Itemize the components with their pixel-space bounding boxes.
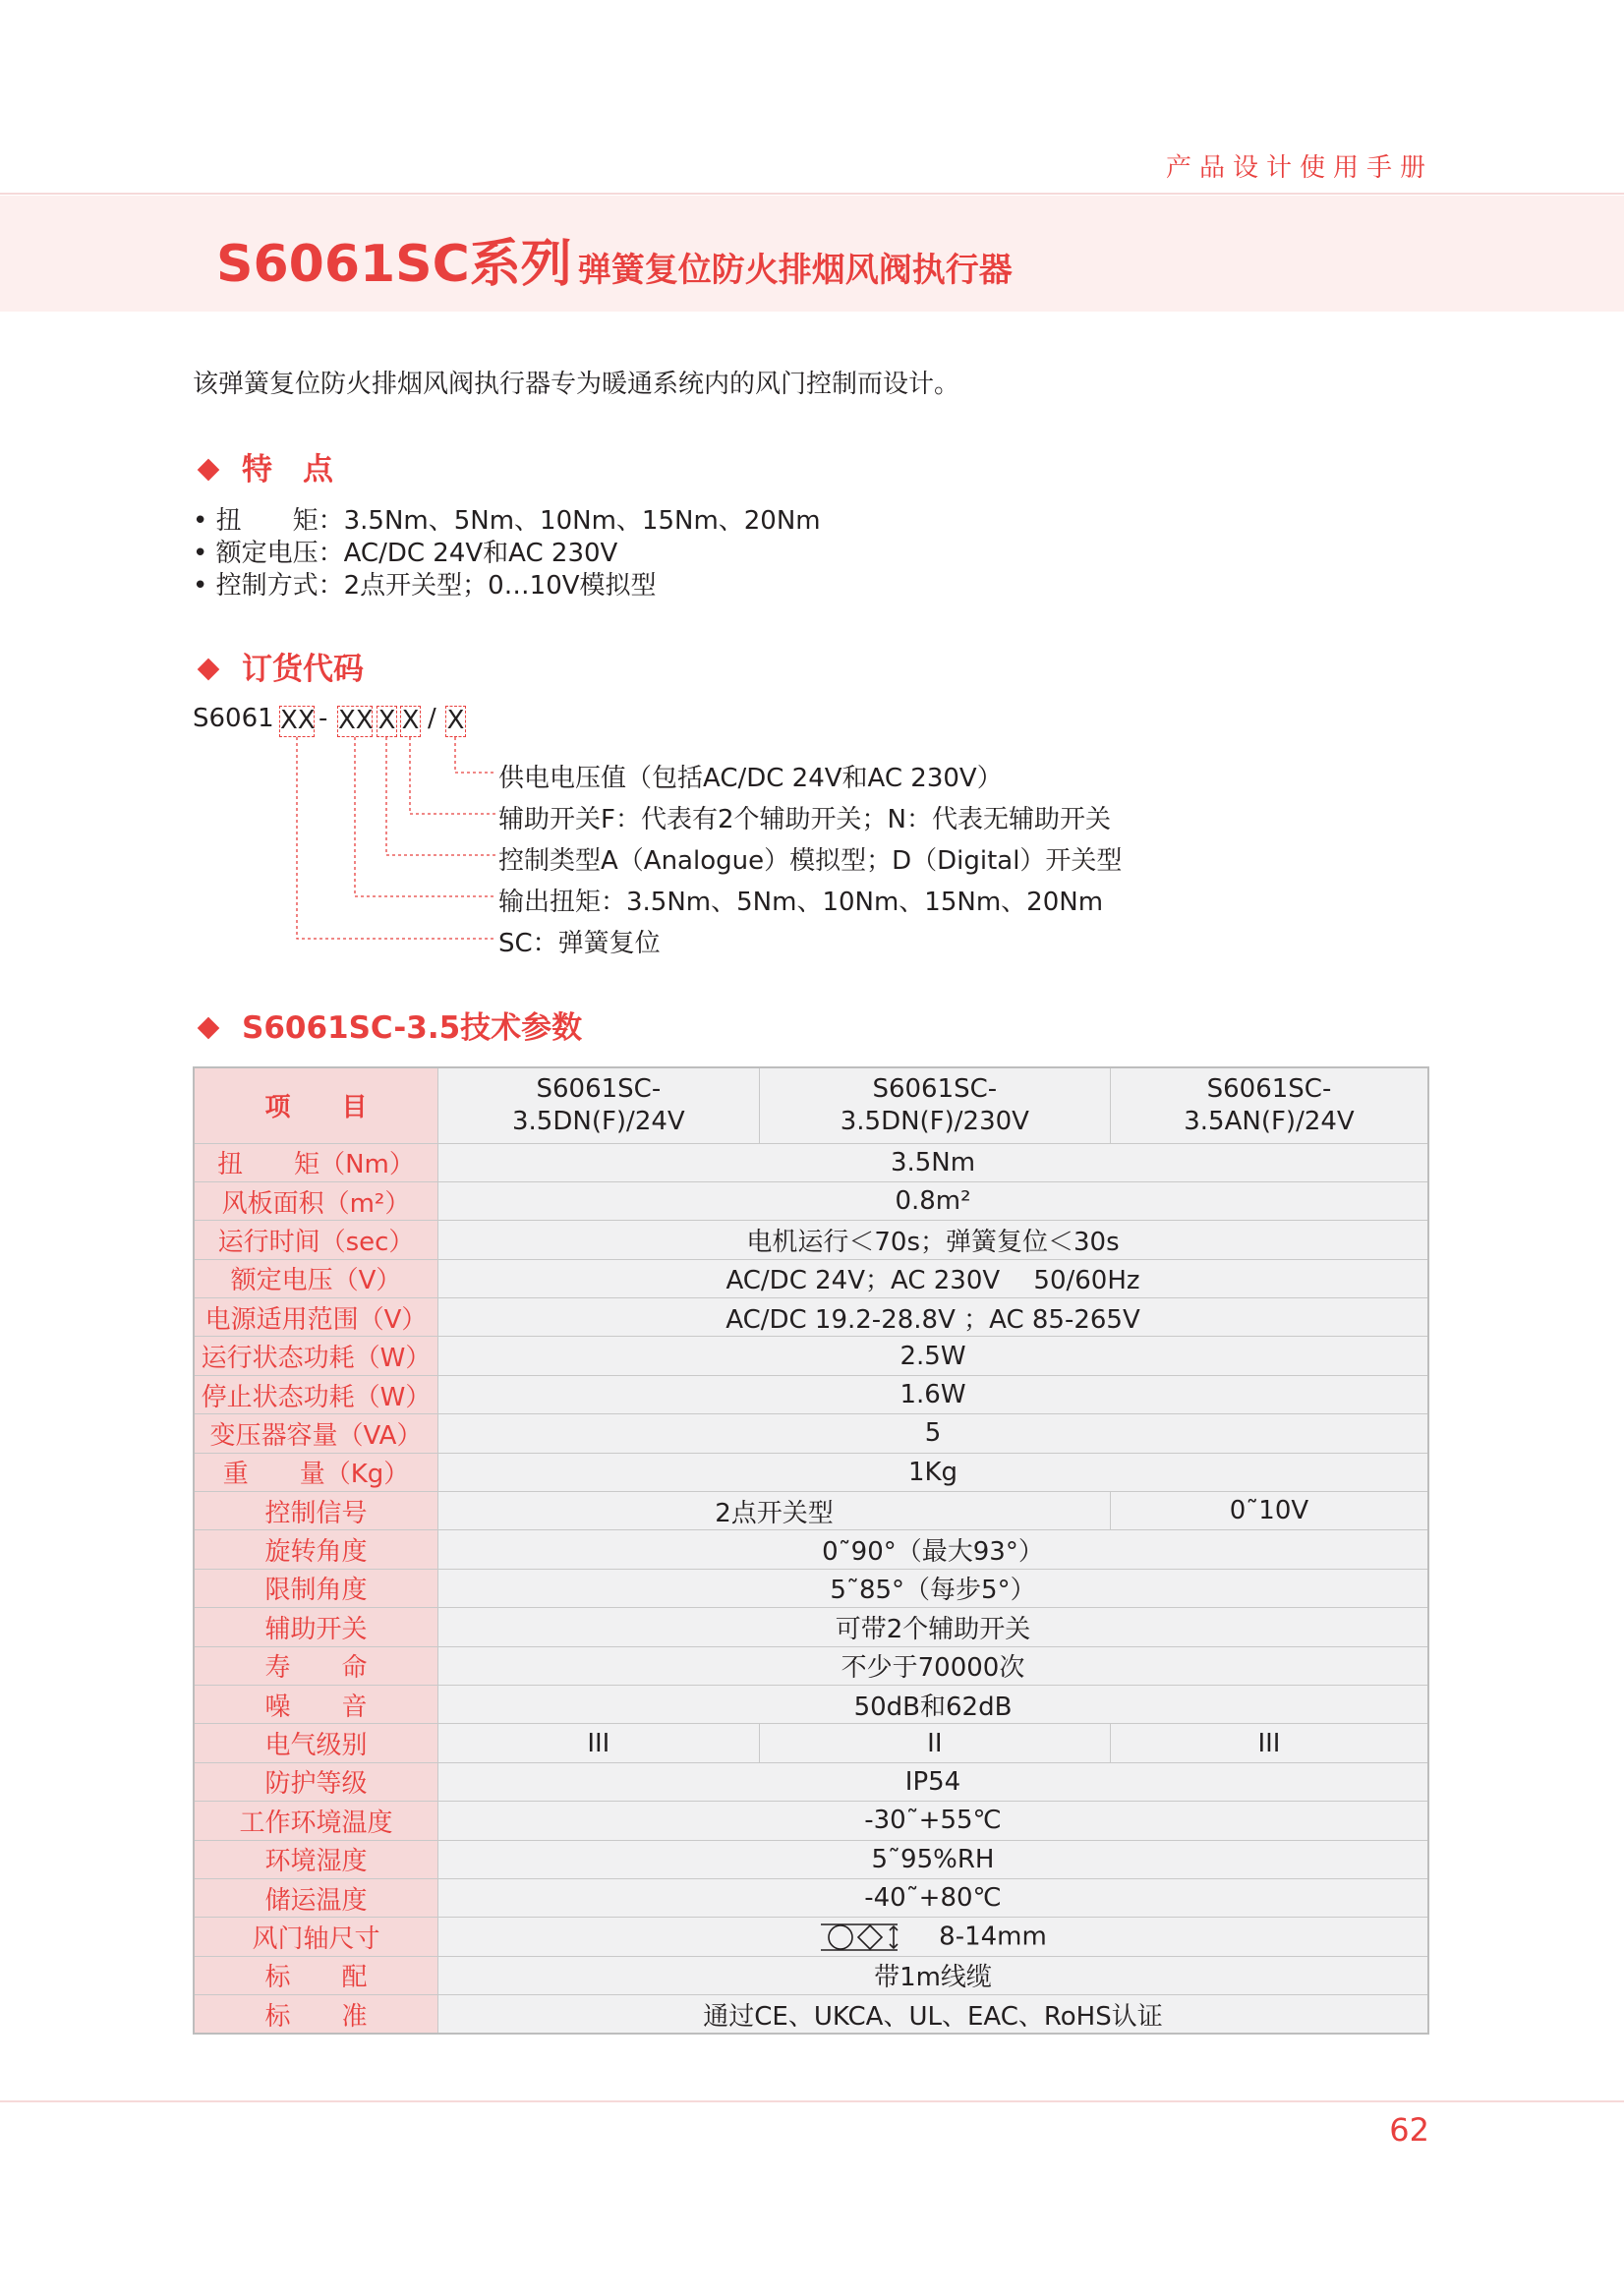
model-header-cell — [1110, 1067, 1428, 1143]
row-value: AC/DC 24V；AC 230V 50/60Hz — [438, 1259, 1429, 1297]
row-value: III — [438, 1724, 760, 1762]
diamond-bullet-icon — [198, 1016, 220, 1039]
shaft-size-text: 8-14mm — [939, 1922, 1047, 1951]
table-row — [194, 1762, 1428, 1801]
row-label: 停止状态功耗（W） — [194, 1375, 438, 1413]
row-label: 扭 矩（Nm） — [194, 1143, 438, 1181]
features-heading-text: 特 点 — [242, 452, 333, 488]
spec-table — [193, 1066, 1429, 2035]
row-value: 通过CE、UKCA、UL、EAC、RoHS认证 — [438, 1995, 1429, 2035]
row-value: 2点开关型 — [438, 1492, 1111, 1530]
row-label: 噪 音 — [194, 1685, 438, 1723]
model-header-cell — [438, 1067, 760, 1143]
row-value: 1Kg — [438, 1453, 1429, 1491]
row-value: 可带2个辅助开关 — [438, 1608, 1429, 1646]
row-value: -40˜+80℃ — [438, 1878, 1429, 1917]
row-label: 寿 命 — [194, 1646, 438, 1685]
row-label: 旋转角度 — [194, 1530, 438, 1569]
table-row — [194, 1918, 1428, 1956]
row-value: AC/DC 19.2-28.8V ；AC 85-265V — [438, 1298, 1429, 1337]
page-number: 62 — [1389, 2111, 1429, 2149]
shaft-shape-icon — [819, 1922, 901, 1953]
row-value: 50dB和62dB — [438, 1685, 1429, 1723]
order-legend-aux-switch: 辅助开关F：代表有2个辅助开关；N：代表无辅助开关 — [498, 805, 1111, 834]
row-label: 限制角度 — [194, 1569, 438, 1607]
row-value: 1.6W — [438, 1375, 1429, 1413]
model-header-cell — [759, 1067, 1110, 1143]
table-row — [194, 1802, 1428, 1840]
row-value: 不少于70000次 — [438, 1646, 1429, 1685]
table-row — [194, 1337, 1428, 1375]
row-value: IP54 — [438, 1762, 1429, 1801]
table-row — [194, 1685, 1428, 1723]
order-code-box-torque: XX — [338, 706, 374, 735]
row-value: 带1m线缆 — [438, 1956, 1429, 1994]
row-label: 运行时间（sec） — [194, 1221, 438, 1259]
row-value: 5 — [438, 1414, 1429, 1453]
row-value-shaft — [438, 1918, 1429, 1956]
model-line: 3.5DN(F)/230V — [840, 1106, 1029, 1136]
table-row — [194, 1375, 1428, 1413]
row-value: 0˜90°（最大93°） — [438, 1530, 1429, 1569]
order-code-prefix: S6061 — [193, 704, 274, 733]
order-code-connectors — [0, 0, 1624, 983]
row-label: 重 量（Kg） — [194, 1453, 438, 1491]
table-row — [194, 1143, 1428, 1181]
row-label: 额定电压（V） — [194, 1259, 438, 1297]
table-row — [194, 1724, 1428, 1762]
table-header-row — [194, 1067, 1428, 1143]
row-label: 电气级别 — [194, 1724, 438, 1762]
table-row — [194, 1221, 1428, 1259]
row-label: 辅助开关 — [194, 1608, 438, 1646]
feature-item: • 控制方式：2点开关型；0…10V模拟型 — [193, 571, 657, 601]
row-value: 5˜95%RH — [438, 1840, 1429, 1878]
row-value: 0.8m² — [438, 1181, 1429, 1220]
row-value: 0˜10V — [1110, 1492, 1428, 1530]
order-legend-torque: 输出扭矩：3.5Nm、5Nm、10Nm、15Nm、20Nm — [498, 888, 1104, 917]
model-line: S6061SC- — [536, 1073, 662, 1104]
item-header-cell: 项 目 — [194, 1067, 438, 1143]
row-label: 防护等级 — [194, 1762, 438, 1801]
table-row — [194, 1840, 1428, 1878]
order-legend-voltage: 供电电压值（包括AC/DC 24V和AC 230V） — [498, 764, 1003, 793]
row-label: 标 准 — [194, 1995, 438, 2035]
row-label: 风门轴尺寸 — [194, 1918, 438, 1956]
order-code-dash: - — [319, 704, 328, 733]
row-value: II — [759, 1724, 1110, 1762]
table-row — [194, 1995, 1428, 2035]
table-row — [194, 1608, 1428, 1646]
table-row — [194, 1492, 1428, 1530]
row-value: 电机运行＜70s；弹簧复位＜30s — [438, 1221, 1429, 1259]
table-row — [194, 1414, 1428, 1453]
row-label: 工作环境温度 — [194, 1802, 438, 1840]
title-model: S6061SC系列 — [216, 235, 572, 294]
row-label: 风板面积（m²） — [194, 1181, 438, 1220]
order-code-box-voltage: X — [446, 706, 465, 735]
row-value: III — [1110, 1724, 1428, 1762]
spec-heading-text: S6061SC-3.5技术参数 — [242, 1010, 583, 1046]
spec-heading — [197, 1003, 582, 1047]
order-code-heading-text: 订货代码 — [242, 652, 364, 687]
table-row — [194, 1646, 1428, 1685]
feature-item: • 额定电压：AC/DC 24V和AC 230V — [193, 539, 618, 568]
feature-item: • 扭 矩：3.5Nm、5Nm、10Nm、15Nm、20Nm — [193, 506, 821, 536]
model-line: 3.5AN(F)/24V — [1184, 1106, 1355, 1136]
footer-divider — [0, 2100, 1624, 2102]
row-value: 3.5Nm — [438, 1143, 1429, 1181]
row-label: 电源适用范围（V） — [194, 1298, 438, 1337]
table-row — [194, 1530, 1428, 1569]
row-value: 5˜85°（每步5°） — [438, 1569, 1429, 1607]
model-line: S6061SC- — [872, 1073, 998, 1104]
table-row — [194, 1259, 1428, 1297]
row-value: -30˜+55℃ — [438, 1802, 1429, 1840]
table-row — [194, 1878, 1428, 1917]
manual-brand: 产品设计使用手册 — [1165, 153, 1433, 183]
table-row — [194, 1298, 1428, 1337]
order-code-box-torque-type: XX — [280, 706, 316, 735]
model-line: S6061SC- — [1206, 1073, 1332, 1104]
table-row — [194, 1569, 1428, 1607]
table-row — [194, 1956, 1428, 1994]
title-desc: 弹簧复位防火排烟风阀执行器 — [577, 251, 1013, 290]
row-label: 标 配 — [194, 1956, 438, 1994]
row-label: 运行状态功耗（W） — [194, 1337, 438, 1375]
order-code-box-control: X — [377, 706, 396, 735]
table-row — [194, 1181, 1428, 1220]
intro-text: 该弹簧复位防火排烟风阀执行器专为暖通系统内的风门控制而设计。 — [193, 370, 960, 399]
order-legend-spring-return: SC：弹簧复位 — [498, 929, 661, 958]
order-code-box-aux: X — [401, 706, 420, 735]
row-label: 变压器容量（VA） — [194, 1414, 438, 1453]
order-code-slash: / — [428, 704, 436, 733]
row-label: 环境湿度 — [194, 1840, 438, 1878]
order-legend-control-type: 控制类型A（Analogue）模拟型；D（Digital）开关型 — [498, 846, 1123, 876]
table-row — [194, 1453, 1428, 1491]
row-label: 控制信号 — [194, 1492, 438, 1530]
model-line: 3.5DN(F)/24V — [512, 1106, 685, 1136]
row-label: 储运温度 — [194, 1878, 438, 1917]
row-value: 2.5W — [438, 1337, 1429, 1375]
